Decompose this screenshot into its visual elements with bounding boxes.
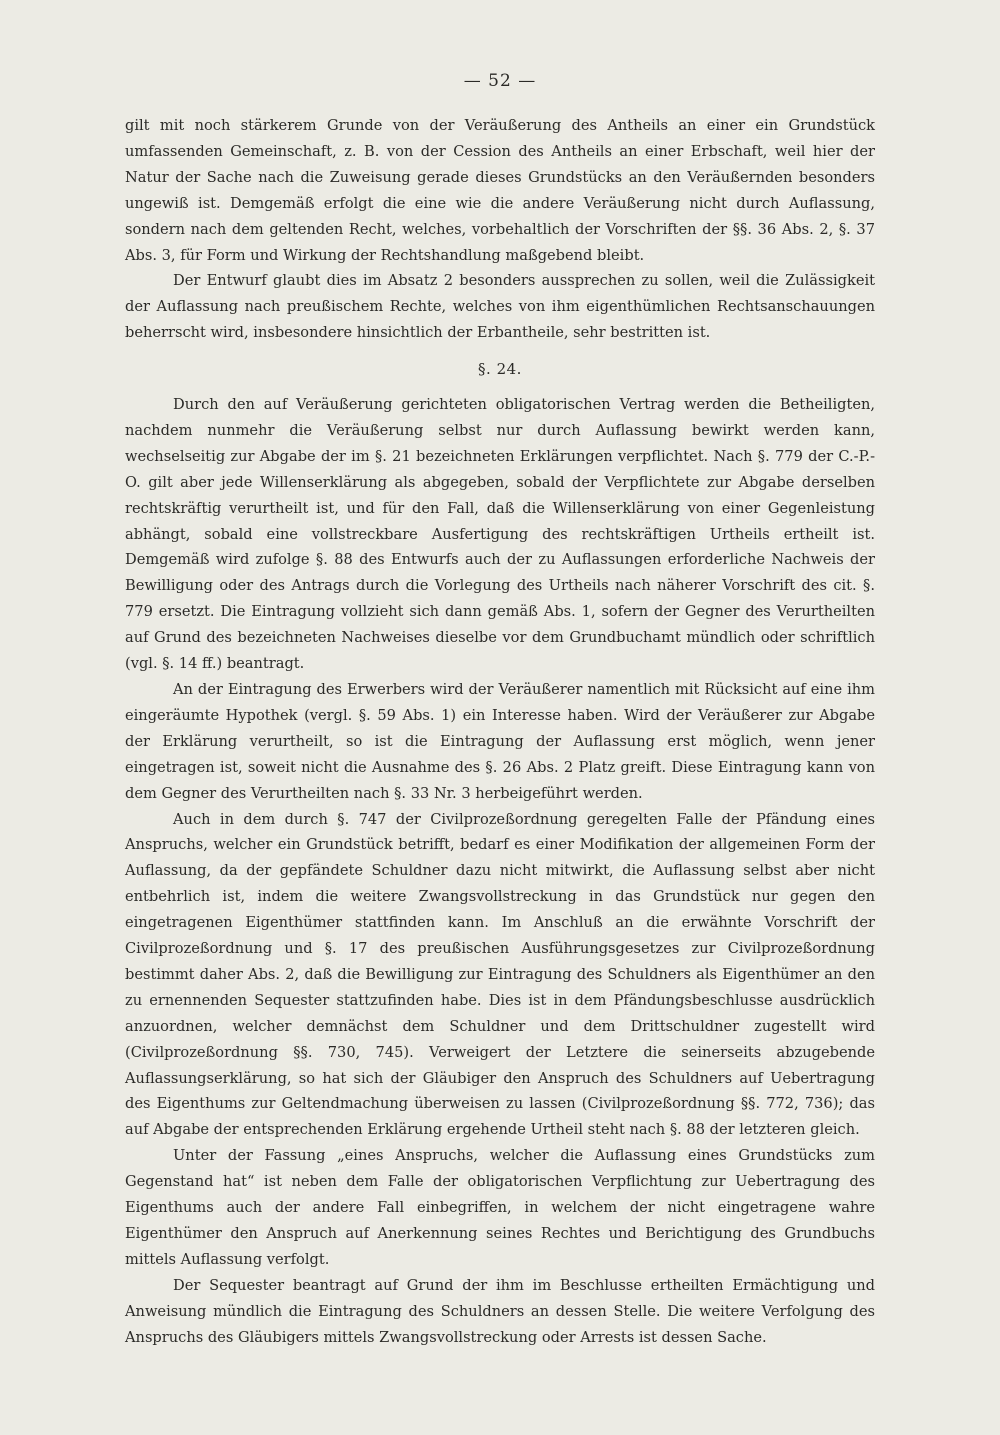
paragraph: An der Eintragung des Erwerbers wird der Veräußerer namentlich mit Rücksicht auf eine ihm eingeräumte Hypothek (vergl. §. 59 Abs. 1) ein Interesse haben. Wird der Veräußerer zur Abgabe der Erklärung verurtheilt, so ist die Eintragung der Auflassung erst möglich, wenn jener eingetragen ist, soweit nicht die Ausnahme des §. 26 Abs. 2 Platz greift. Diese Eintragung kann von dem Gegner des Verurtheilten nach §. 33 Nr. 3 herbeigeführt werden. xyxy=(125,680,875,802)
text-block-section-body xyxy=(125,392,875,1351)
paragraph: Der Entwurf glaubt dies im Absatz 2 besonders aussprechen zu sollen, weil die Zulässigkeit der Auflassung nach preußischem Rechte, welches von ihm eigenthümlichen Rechtsanschauungen beherrscht wird, insbesondere hinsichtlich der Erbantheile, sehr bestritten ist. xyxy=(125,272,875,342)
paragraph: Auch in dem durch §. 747 der Civilprozeßordnung geregelten Falle der Pfändung eines Anspruchs, welcher ein Grundstück betrifft, bedarf es einer Modifikation der allgemeinen Form der Auflassung, da der gepfändete Schuldner dazu nicht mitwirkt, die Auflassung selbst aber nicht entbehrlich ist, indem die weitere Zwangsvollstreckung in das Grundstück nur gegen den eingetragenen Eigenthümer stattfinden kann. Im Anschluß an die erwähnte Vorschrift der Civilprozeßordnung und §. 17 des preußischen Ausführungsgesetzes zur Civilprozeßordnung bestimmt daher Abs. 2, daß die Bewilligung zur Eintragung des Schuldners als Eigenthümer an den zu ernennenden Sequester stattzufinden habe. Dies ist in dem Pfändungsbeschlusse ausdrücklich anzuordnen, welcher demnächst dem Schuldner und dem Drittschuldner zugestellt wird (Civilprozeßordnung §§. 730, 745). Verweigert der Letztere die seinerseits abzugebende Auflassungserklärung, so hat sich der Gläubiger den Anspruch des Schuldners auf Uebertragung des Eigenthums zur Geltendmachung überweisen zu lassen (Civilprozeßordnung §§. 772, 736); das auf Abgabe der entsprechenden Erklärung ergehende Urtheil steht nach §. 88 der letzteren gleich. xyxy=(125,810,875,1139)
paragraph: Unter der Fassung „eines Anspruchs, welcher die Auflassung eines Grundstücks zum Gegenstand hat“ ist neben dem Falle der obligatorischen Verpflichtung zur Uebertragung des Eigenthums auch der andere Fall einbegriffen, in welchem der nicht eingetragene wahre Eigenthümer den Anspruch auf Anerkennung seines Rechtes und Berichtigung des Grundbuchs mittels Auflassung verfolgt. xyxy=(125,1147,875,1268)
paragraph-continued: gilt mit noch stärkerem Grunde von der Veräußerung des Antheils an einer ein Grundstück umfassenden Gemeinschaft, z. B. von der Cession des Antheils an einer Erbschaft, weil hier der Natur der Sache nach die Zuweisung gerade dieses Grundstücks an den Veräußernden besonders ungewiß ist. Demgemäß erfolgt die eine wie die andere Veräußerung nicht durch Auflassung, sondern nach dem geltenden Recht, welches, vorbehaltlich der Vorschriften der §§. 36 Abs. 2, §. 37 Abs. 3, für Form und Wirkung der Rechtshandlung maßgebend bleibt. xyxy=(125,117,875,264)
paragraph: Durch den auf Veräußerung gerichteten obligatorischen Vertrag werden die Betheiligten, nachdem nunmehr die Veräußerung selbst nur durch Auflassung bewirkt werden kann, wechselseitig zur Abgabe der im §. 21 bezeichneten Erklärungen verpflichtet. Nach §. 779 der C.-P.-O. gilt aber jede Willenserklärung als abgegeben, sobald der Verpflichtete zur Abgabe derselben rechtskräftig verurtheilt ist, und für den Fall, daß die Willenserklärung von einer Gegenleistung abhängt, sobald eine vollstreckbare Ausfertigung des rechtskräftigen Urtheils ertheilt ist. Demgemäß wird zufolge §. 88 des Entwurfs auch der zu Auflassungen erforderliche Nachweis der Bewilligung oder des Antrags durch die Vorlegung des Urtheils nach näherer Vorschrift des cit. §. 779 ersetzt. Die Eintragung vollzieht sich dann gemäß Abs. 1, sofern der Gegner des Verurtheilten auf Grund des bezeichneten Nachweises dieselbe vor dem Grundbuchamt mündlich oder schriftlich (vgl. §. 14 ff.) beantragt. xyxy=(125,396,875,673)
section-heading: §. 24. xyxy=(478,360,522,378)
paragraph: Der Sequester beantragt auf Grund der ihm im Beschlusse ertheilten Ermächtigung und Anweisung mündlich die Eintragung des Schuldners an dessen Stelle. Die weitere Verfolgung des Anspruchs des Gläubigers mittels Zwangsvollstreckung oder Arrests ist dessen Sache. xyxy=(125,1276,875,1346)
text-block-before-section xyxy=(125,113,875,346)
page-number: — 52 — xyxy=(463,71,537,91)
